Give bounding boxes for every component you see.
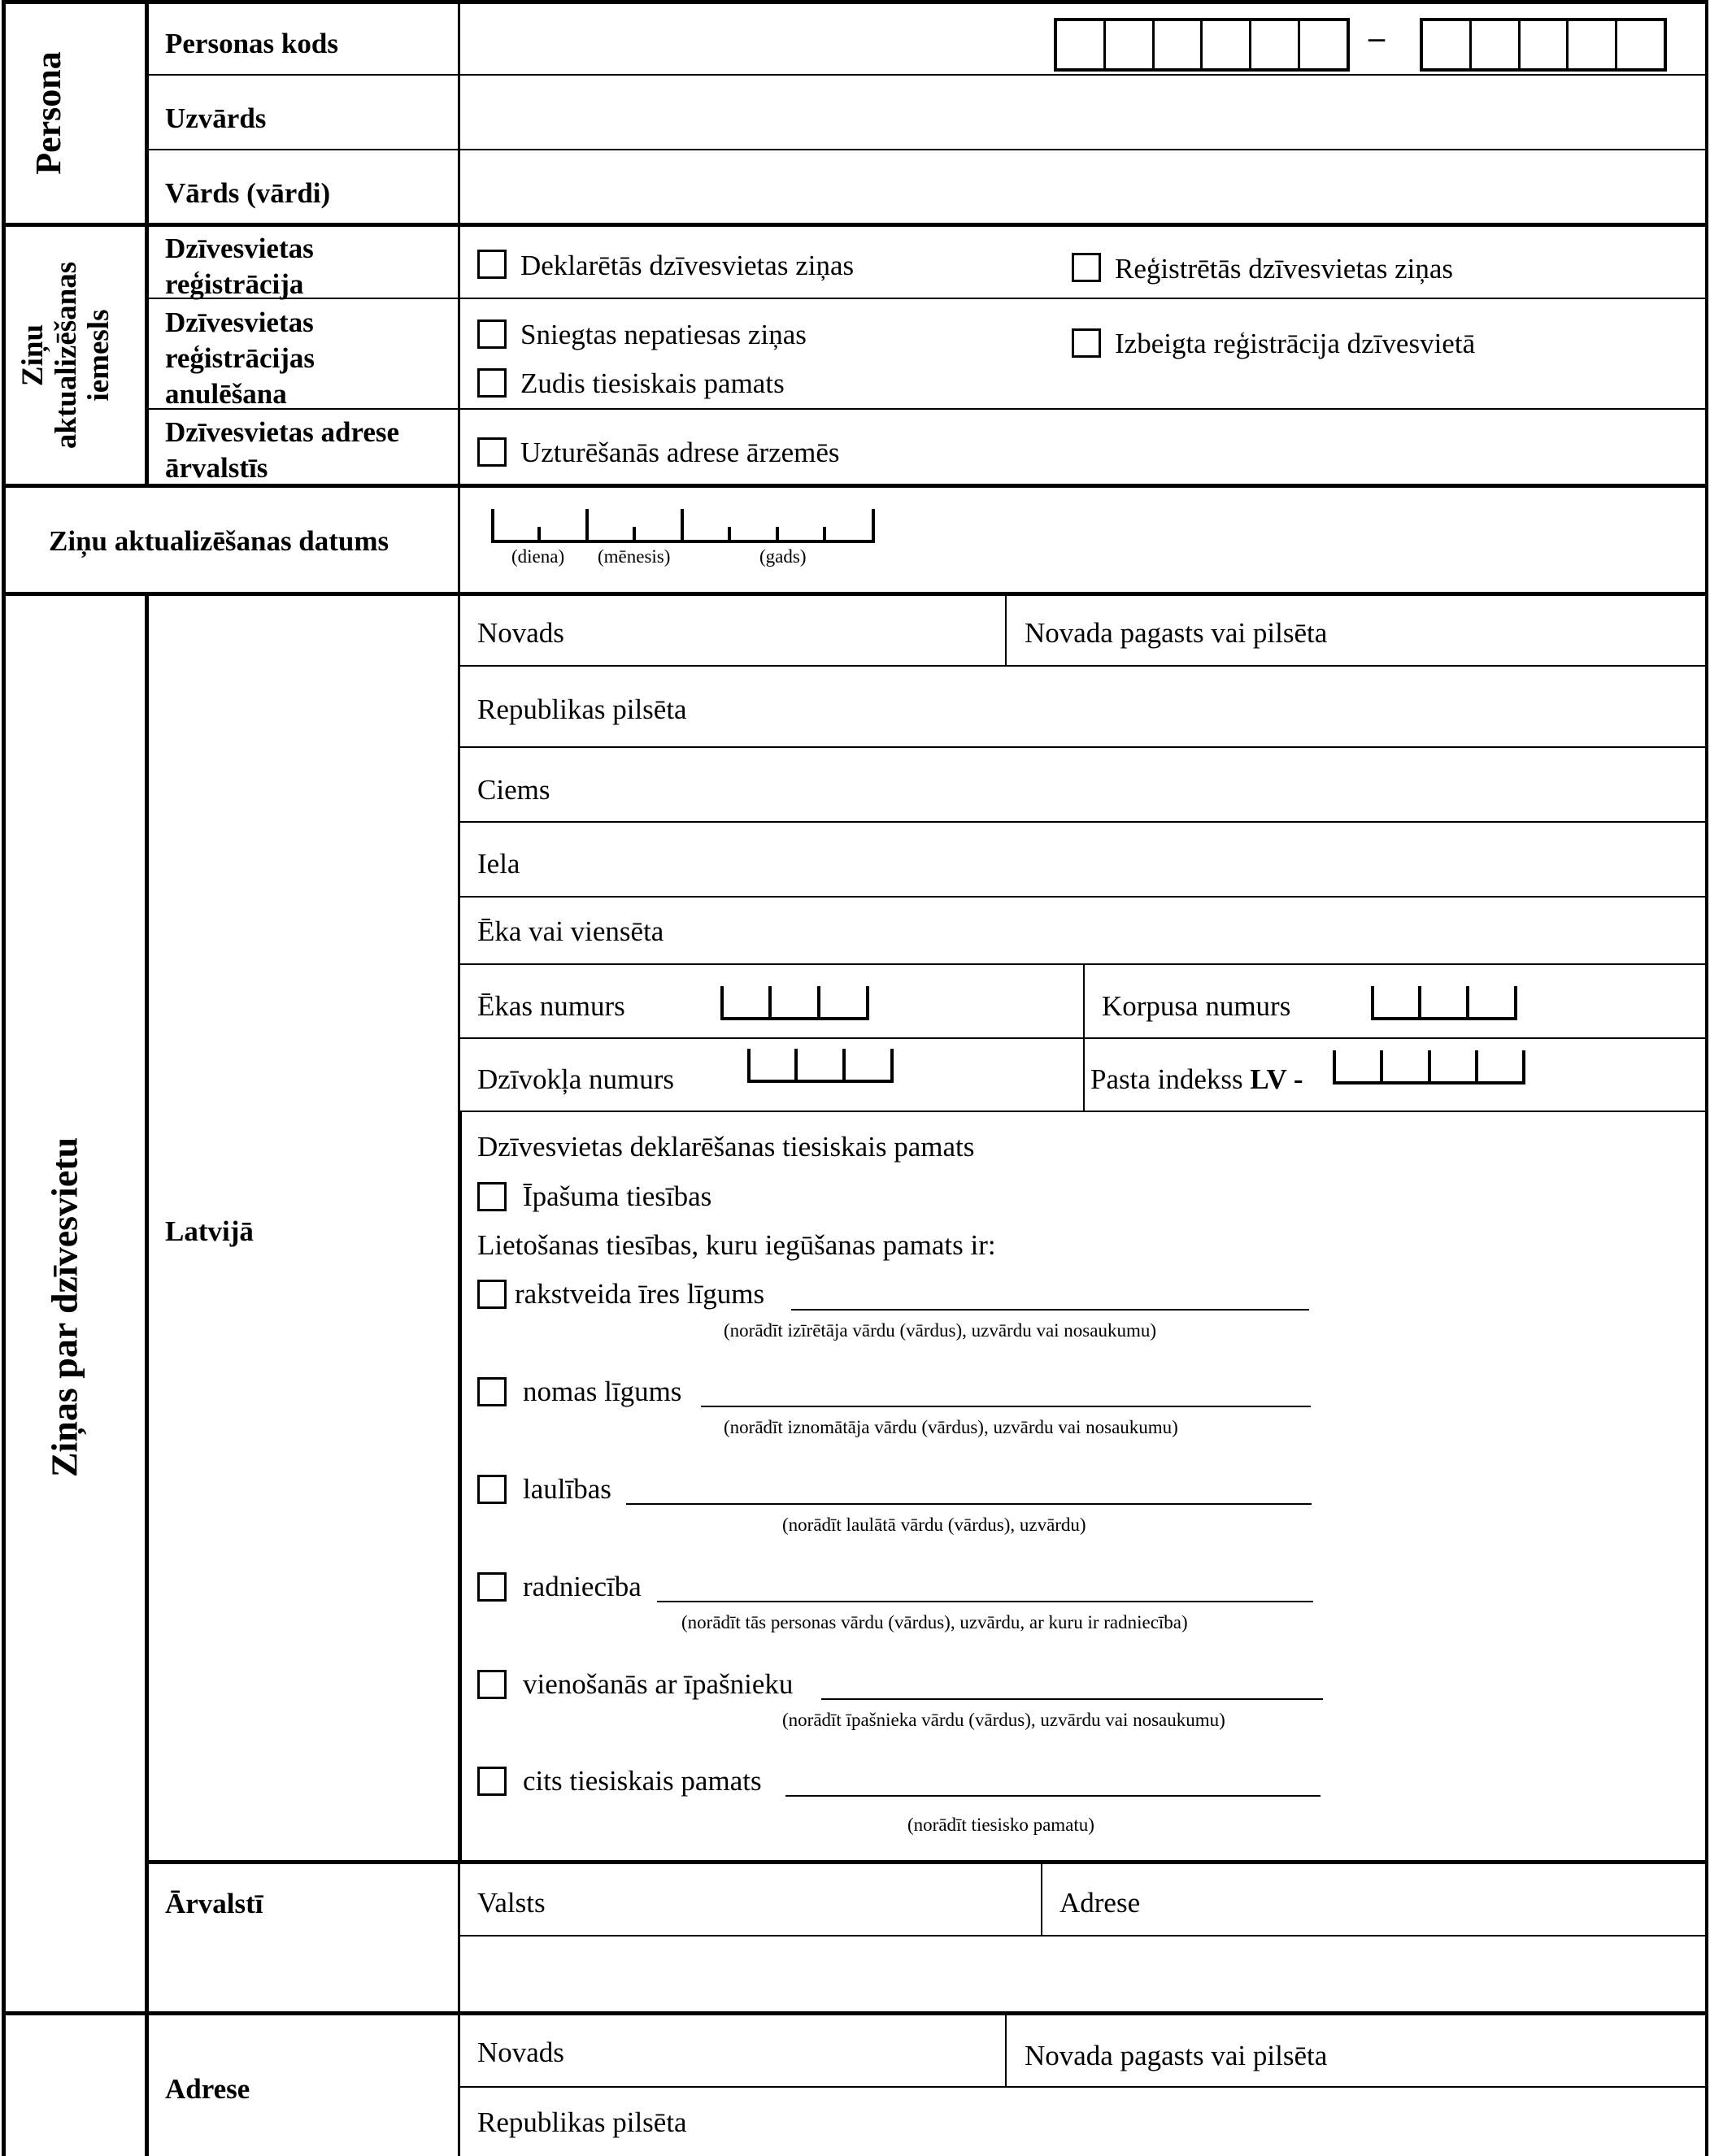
ipasuma-label: Īpašuma tiesības (523, 1180, 712, 1212)
korpusa-numurs-label: Korpusa numurs (1102, 990, 1291, 1022)
checkbox-zudis[interactable] (477, 368, 507, 398)
section-title-dzivesvieta: Ziņas par dzīvesvietu (43, 1137, 85, 1478)
checkbox-ires[interactable] (477, 1280, 507, 1309)
checkbox-ipasuma[interactable] (477, 1182, 507, 1211)
pamats-title: Dzīvesvietas deklarēšanas tiesiskais pamats (477, 1131, 975, 1163)
valsts-label: Valsts (477, 1887, 546, 1919)
arvalsti-adrese-field[interactable] (463, 1938, 1703, 2010)
vards-label: Vārds (vārdi) (165, 177, 331, 209)
radnieciba-hint: (norādīt tās personas vārdu (vārdus), uzvārdu, ar kuru ir radniecība) (681, 1612, 1188, 1632)
nomas-line[interactable] (701, 1406, 1311, 1407)
uzvards-label: Uzvārds (165, 102, 267, 134)
ires-hint: (norādīt izīrētāja vārdu (vārdus), uzvārdu vai nosaukumu) (724, 1320, 1156, 1341)
uzvards-field[interactable] (463, 77, 1703, 147)
datums-input[interactable] (491, 509, 875, 543)
personas-kods-label: Personas kods (165, 28, 338, 59)
vienosanas-line[interactable] (821, 1698, 1323, 1700)
iela-label: Iela (477, 848, 520, 880)
ires-label: rakstveida īres līgums (515, 1278, 765, 1310)
latvija-label: Latvijā (165, 1215, 254, 1247)
ciems-label: Ciems (477, 774, 550, 806)
datums-diena-hint: (diena) (511, 546, 565, 567)
checkbox-laulibas[interactable] (477, 1475, 507, 1504)
novads-label: Novads (477, 617, 564, 649)
option-uzturesanas-label: Uzturēšanās adrese ārzemēs (520, 437, 840, 468)
arvalsti-label: Ārvalstī (165, 1888, 263, 1919)
option-nepatiesas-label: Sniegtas nepatiesas ziņas (520, 319, 807, 350)
checkbox-registretas[interactable] (1072, 253, 1101, 282)
personas-kods-first-part[interactable] (1054, 18, 1350, 72)
radnieciba-label: radniecība (523, 1571, 642, 1602)
vienosanas-label: vienošanās ar īpašnieku (523, 1668, 794, 1700)
eka-label: Ēka vai viensēta (477, 915, 664, 947)
arvalsti-adrese-label: Adrese (1060, 1887, 1141, 1919)
datums-gads-hint: (gads) (759, 546, 807, 567)
cits-line[interactable] (785, 1795, 1321, 1797)
republikas-pilseta-label: Republikas pilsēta (477, 693, 687, 725)
pagasts-label: Novada pagasts vai pilsēta (1025, 617, 1328, 649)
ires-line[interactable] (791, 1309, 1309, 1311)
option-deklaretas-label: Deklarētās dzīvesvietas ziņas (520, 250, 855, 281)
datums-menesis-hint: (mēnesis) (598, 546, 671, 567)
personas-kods-second-part[interactable] (1420, 18, 1667, 72)
checkbox-uzturesanas[interactable] (477, 437, 507, 467)
ekas-numurs-label: Ēkas numurs (477, 990, 625, 1022)
checkbox-nomas[interactable] (477, 1377, 507, 1406)
bottom-pagasts-label: Novada pagasts vai pilsēta (1025, 2040, 1328, 2071)
section-title-iemesls: Ziņu aktualizēšanas iemesls (15, 261, 116, 450)
radnieciba-line[interactable] (657, 1601, 1313, 1602)
bottom-novads-label: Novads (477, 2036, 564, 2068)
option-izbeigta-label: Izbeigta reģistrācija dzīvesvietā (1115, 328, 1476, 359)
pasta-indekss-input[interactable] (1333, 1050, 1525, 1085)
laulibas-label: laulības (523, 1473, 611, 1505)
section-title-persona: Persona (28, 51, 68, 175)
pasta-indekss-label: Pasta indekss LV - (1090, 1063, 1303, 1095)
registracija-label: Dzīvesvietas reģistrācija (165, 233, 314, 300)
dzivokla-numurs-label: Dzīvokļa numurs (477, 1063, 675, 1095)
cits-label: cits tiesiskais pamats (523, 1765, 762, 1797)
checkbox-deklaretas[interactable] (477, 250, 507, 279)
vards-field[interactable] (463, 152, 1703, 222)
datums-label: Ziņu aktualizēšanas datums (49, 525, 389, 557)
checkbox-izbeigta[interactable] (1072, 328, 1101, 358)
nomas-label: nomas līgums (523, 1376, 682, 1407)
laulibas-line[interactable] (626, 1503, 1312, 1505)
option-zudis-label: Zudis tiesiskais pamats (520, 367, 785, 399)
checkbox-cits[interactable] (477, 1767, 507, 1796)
arvalstis-label: Dzīvesvietas adrese ārvalstīs (165, 416, 400, 484)
lietosanas-label: Lietošanas tiesības, kuru iegūšanas pamats ir: (477, 1229, 996, 1261)
personas-kods-dash: – (1368, 19, 1385, 55)
checkbox-radnieciba[interactable] (477, 1572, 507, 1602)
korpusa-numurs-input[interactable] (1371, 986, 1517, 1020)
laulibas-hint: (norādīt laulātā vārdu (vārdus), uzvārdu) (782, 1515, 1086, 1535)
vienosanas-hint: (norādīt īpašnieka vārdu (vārdus), uzvārdu vai nosaukumu) (782, 1710, 1225, 1730)
nomas-hint: (norādīt iznomātāja vārdu (vārdus), uzvārdu vai nosaukumu) (724, 1417, 1178, 1437)
checkbox-vienosanas[interactable] (477, 1670, 507, 1699)
option-registretas-label: Reģistrētās dzīvesvietas ziņas (1115, 253, 1453, 285)
checkbox-nepatiesas[interactable] (477, 319, 507, 349)
cits-hint: (norādīt tiesisko pamatu) (907, 1815, 1094, 1835)
ekas-numurs-input[interactable] (720, 986, 869, 1020)
bottom-republikas-label: Republikas pilsēta (477, 2106, 687, 2138)
bottom-adrese-label: Adrese (165, 2073, 250, 2105)
anulesana-label: Dzīvesvietas reģistrācijas anulēšana (165, 306, 315, 410)
dzivokla-numurs-input[interactable] (747, 1049, 894, 1083)
